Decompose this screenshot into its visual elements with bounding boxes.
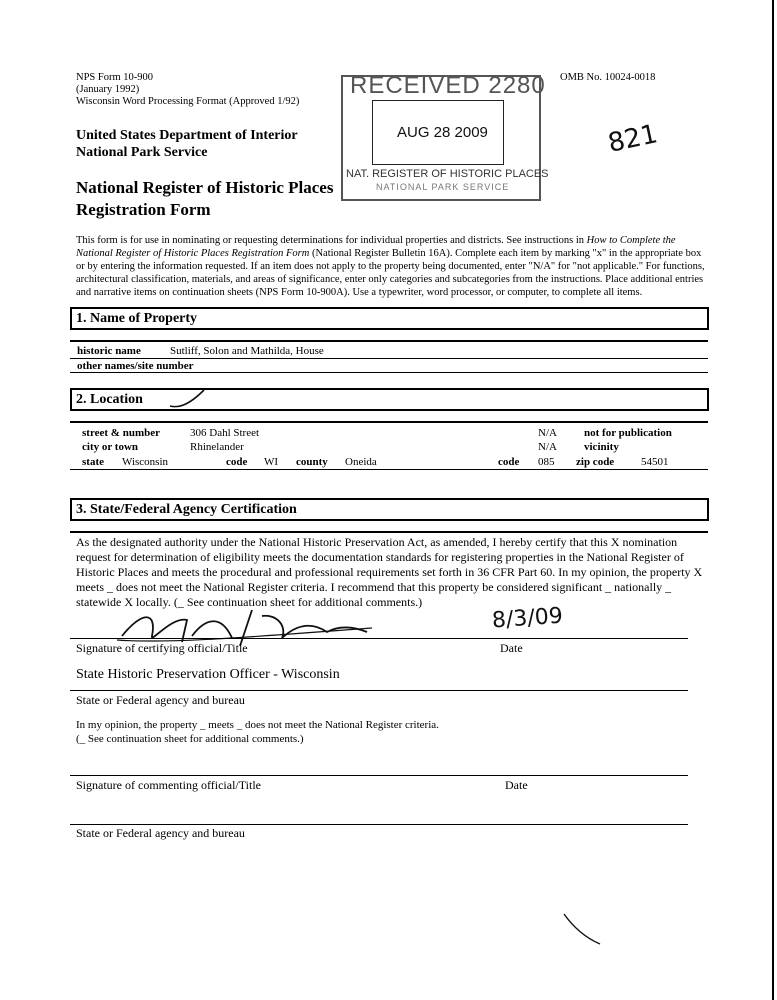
opinion-text: In my opinion, the property _ meets _ does not meet the National Register criteria.	[76, 719, 439, 731]
comment-date-label: Date	[505, 778, 528, 792]
agency-line	[70, 690, 688, 691]
stamp-register: NAT. REGISTER OF HISTORIC PLACES	[346, 168, 549, 180]
stamp-service: NATIONAL PARK SERVICE	[376, 182, 510, 192]
other-names-label: other names/site number	[77, 360, 194, 372]
form-title-line2: Registration Form	[76, 200, 211, 219]
state-code-label: code	[226, 456, 248, 468]
section1-header	[70, 307, 709, 330]
intro-text-2: (National Register Bulletin 16A). Complete each item by marking "x" in the appropriate box or by entering the information requested. If an item does not apply to the property being documented, enter "N/A" for "not applicable." For functions, architectural classification, materials, and areas of significance, enter only categories and subcategories from the instructions. Place additional entries and narrative items on continuation sheets (NPS Form 10-900A). Use a typewriter, word processor, or computer, to complete all items.	[76, 248, 705, 298]
zip-value: 54501	[641, 456, 669, 468]
city-na: N/A	[538, 441, 557, 453]
stamp-date: AUG 28 2009	[397, 124, 488, 141]
divider	[70, 531, 708, 533]
form-title-line1: National Register of Historic Places	[76, 178, 334, 197]
stamp-received: RECEIVED 2280	[350, 72, 546, 99]
form-number: NPS Form 10-900	[76, 72, 154, 83]
signature-line	[70, 638, 688, 639]
form-date: (January 1992)	[76, 84, 140, 95]
date-label: Date	[500, 641, 523, 655]
historic-name-value: Sutliff, Solon and Mathilda, House	[170, 345, 324, 357]
zip-label: zip code	[576, 456, 615, 468]
section2-title: 2. Location	[76, 392, 143, 407]
intro-italic-title: How to Complete the National Register of Historic Places Registration Form	[76, 235, 676, 259]
section3-title: 3. State/Federal Agency Certification	[76, 502, 297, 517]
handwritten-check	[168, 388, 208, 412]
agency-line-2	[70, 824, 688, 825]
divider	[70, 421, 708, 423]
agency-label: State or Federal agency and bureau	[76, 693, 245, 707]
county-code-label: code	[498, 456, 520, 468]
city-value: Rhinelander	[190, 441, 244, 453]
handwritten-date: 8/3/09	[491, 603, 564, 634]
historic-name-label: historic name	[77, 345, 141, 357]
street-label: street & number	[82, 427, 160, 439]
agency-label-2: State or Federal agency and bureau	[76, 826, 245, 840]
city-label: city or town	[82, 441, 139, 453]
county-code-value: 085	[538, 456, 555, 468]
section3-header	[70, 498, 709, 521]
divider	[70, 469, 708, 470]
section2-header	[70, 388, 709, 411]
divider	[70, 340, 708, 342]
comment-signature-label: Signature of commenting official/Title	[76, 778, 261, 792]
divider	[70, 372, 708, 373]
intro-paragraph	[76, 234, 708, 299]
street-value: 306 Dahl Street	[190, 427, 260, 439]
pen-mark	[560, 910, 610, 950]
officer-title: State Historic Preservation Officer - Wisconsin	[76, 667, 340, 682]
comment-signature-line	[70, 775, 688, 776]
state-code-value: WI	[264, 456, 279, 468]
certification-text: As the designated authority under the National Historic Preservation Act, as amended, I hereby certify that this X nomination request for determination of eligibility meets the documentation standards for registering properties in the National Register of Historic Places and meets the procedural and professional requirements set forth in 36 CFR Part 60. In my opinion, the property X meets _ does not meet the National Register criteria. I recommend that this property be considered significant _ nationally _ statewide X locally. (_ See continuation sheet for additional comments.)	[76, 535, 703, 609]
scan-edge	[772, 0, 774, 1000]
handwritten-number: 821	[605, 119, 661, 159]
state-value: Wisconsin	[122, 456, 168, 468]
omb-number: OMB No. 10024-0018	[560, 72, 656, 83]
intro-text-1: This form is for use in nominating or requesting determinations for individual properties and districts. See instructions in	[76, 235, 587, 246]
county-value: Oneida	[345, 456, 377, 468]
county-label: county	[296, 456, 328, 468]
not-for-publication-label: not for publication	[584, 427, 672, 439]
street-na: N/A	[538, 427, 557, 439]
format-note: Wisconsin Word Processing Format (Approved 1/92)	[76, 96, 300, 107]
continuation-note: (_ See continuation sheet for additional comments.)	[76, 733, 304, 745]
service-name: National Park Service	[76, 145, 208, 160]
state-label: state	[82, 456, 104, 468]
section1-title: 1. Name of Property	[76, 311, 198, 326]
signature-label: Signature of certifying official/Title	[76, 641, 248, 655]
department-name: United States Department of Interior	[76, 128, 298, 143]
vicinity-label: vicinity	[584, 441, 619, 453]
